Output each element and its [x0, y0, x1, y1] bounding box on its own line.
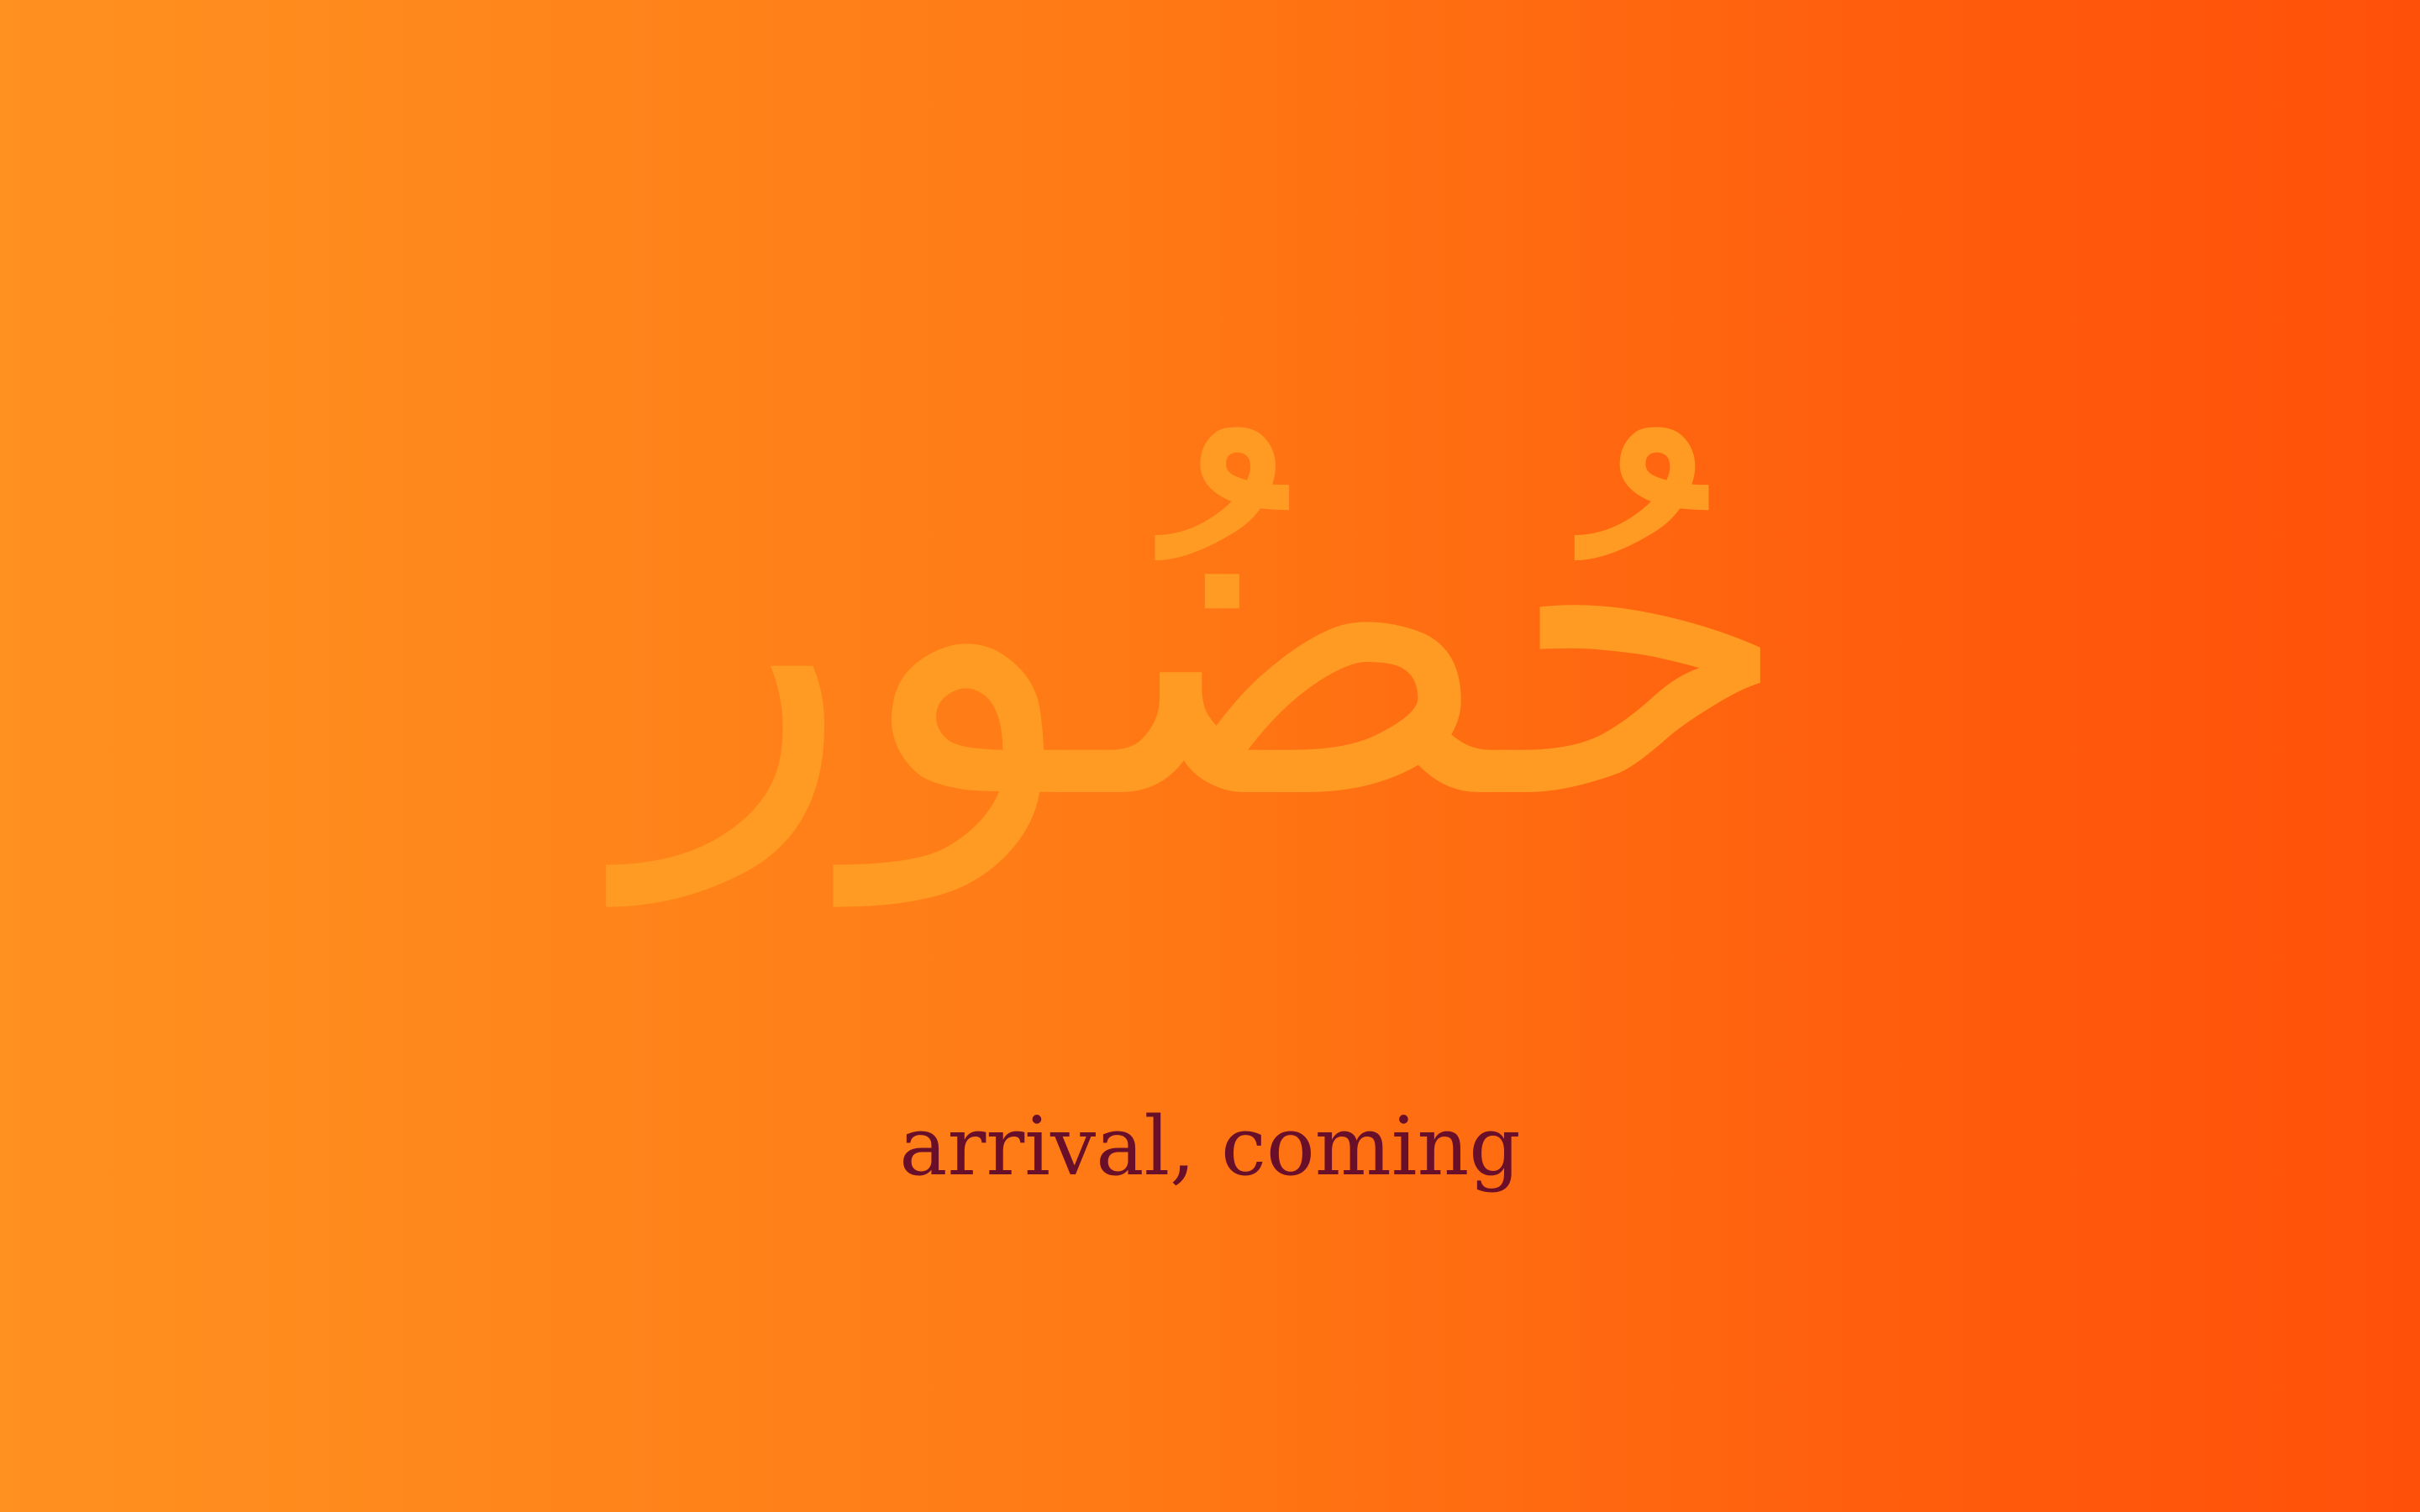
translation-text: arrival, coming — [899, 1100, 1521, 1194]
arabic-word: حُضُور — [625, 356, 1795, 904]
